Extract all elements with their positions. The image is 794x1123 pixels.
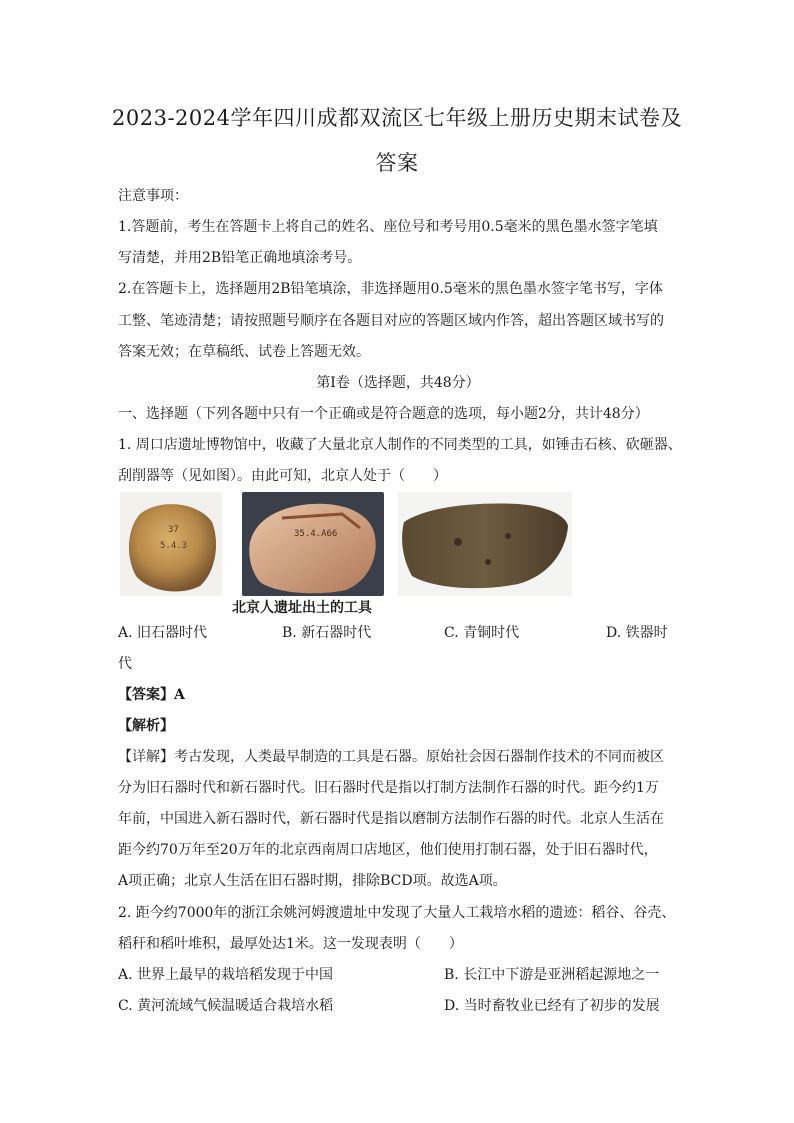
option-d: D. 当时畜牧业已经有了初步的发展 [444,998,660,1014]
option-c: C. 黄河流域气候温暖适合栽培水稻 [118,998,334,1014]
option-a: A. 旧石器时代 [118,625,208,641]
specimen-label: 5.4.3 [160,541,188,551]
explanation-line: 年前，中国进入新石器时代，新石器时代是指以磨制方法制作石器的时代。北京人生活在 [118,811,664,827]
notice-line: 工整、笔迹清楚；请按照题号顺序在各题目对应的答题区域内作答，超出答题区域书写的 [118,313,664,329]
image-caption: 北京人遗址出土的工具 [232,600,372,616]
stone-tool-image-1 [120,492,222,596]
option-d: D. 铁器时 [606,625,668,641]
option-a: A. 世界上最早的栽培稻发现于中国 [118,967,334,983]
option-b: B. 长江中下游是亚洲稻起源地之一 [444,967,660,983]
doc-title-line2: 答案 [375,151,419,175]
specimen-label: 35.4.A66 [294,529,338,539]
explanation-line: 距今约70万年至20万年的北京西南周口店地区，他们使用打制石器，处于旧石器时代， [118,842,658,858]
option-b: B. 新石器时代 [282,625,372,641]
notice-line: 1.答题前，考生在答题卡上将自己的姓名、座位号和考号用0.5毫米的黑色墨水签字笔填 [118,219,658,235]
answer-label: 【答案】A [118,687,185,703]
explanation-line: A项正确；北京人生活在旧石器时期，排除BCD项。故选A项。 [118,873,507,889]
notice-heading: 注意事项： [118,188,188,204]
option-c: C. 青铜时代 [444,625,520,641]
explanation-line: 【详解】考古发现，人类最早制造的工具是石器。原始社会因石器制作技术的不同而被区 [118,749,664,765]
notice-line: 答案无效；在草稿纸、试卷上答题无效。 [118,344,370,360]
notice-line: 写清楚，并用2B铅笔正确地填涂考号。 [118,250,362,266]
part-heading: 第Ⅰ卷（选择题，共48分） [316,375,480,391]
notice-line: 2.在答题卡上，选择题用2B铅笔填涂，非选择题用0.5毫米的黑色墨水签字笔书写，字体 [118,281,663,297]
stone-tool-image-3 [398,492,572,596]
doc-title-line1: 2023-2024学年四川成都双流区七年级上册历史期末试卷及 [112,106,682,130]
question-1-stem: 1. 周口店遗址博物馆中，收藏了大量北京人制作的不同类型的工具，如锤击石核、砍砸器、 [118,437,682,453]
section-heading: 一、选择题（下列各题中只有一个正确或是符合题意的选项，每小题2分，共计48分） [118,406,649,422]
question-2-stem: 稻秆和稻叶堆积，最厚处达1米。这一发现表明（ ） [118,936,463,952]
option-d-wrap: 代 [118,656,132,672]
question-2-stem: 2. 距今约7000年的浙江余姚河姆渡遗址中发现了大量人工栽培水稻的遗迹：稻谷、谷壳、 [118,905,676,921]
specimen-label: 37 [168,525,179,535]
question-1-stem: 刮削器等（见如图）。由此可知，北京人处于（ ） [118,468,447,484]
stone-tool-image-2 [242,492,384,596]
analysis-label: 【解析】 [118,718,174,734]
explanation-line: 分为旧石器时代和新石器时代。旧石器时代是指以打制方法制作石器的时代。距今约1万 [118,780,659,796]
